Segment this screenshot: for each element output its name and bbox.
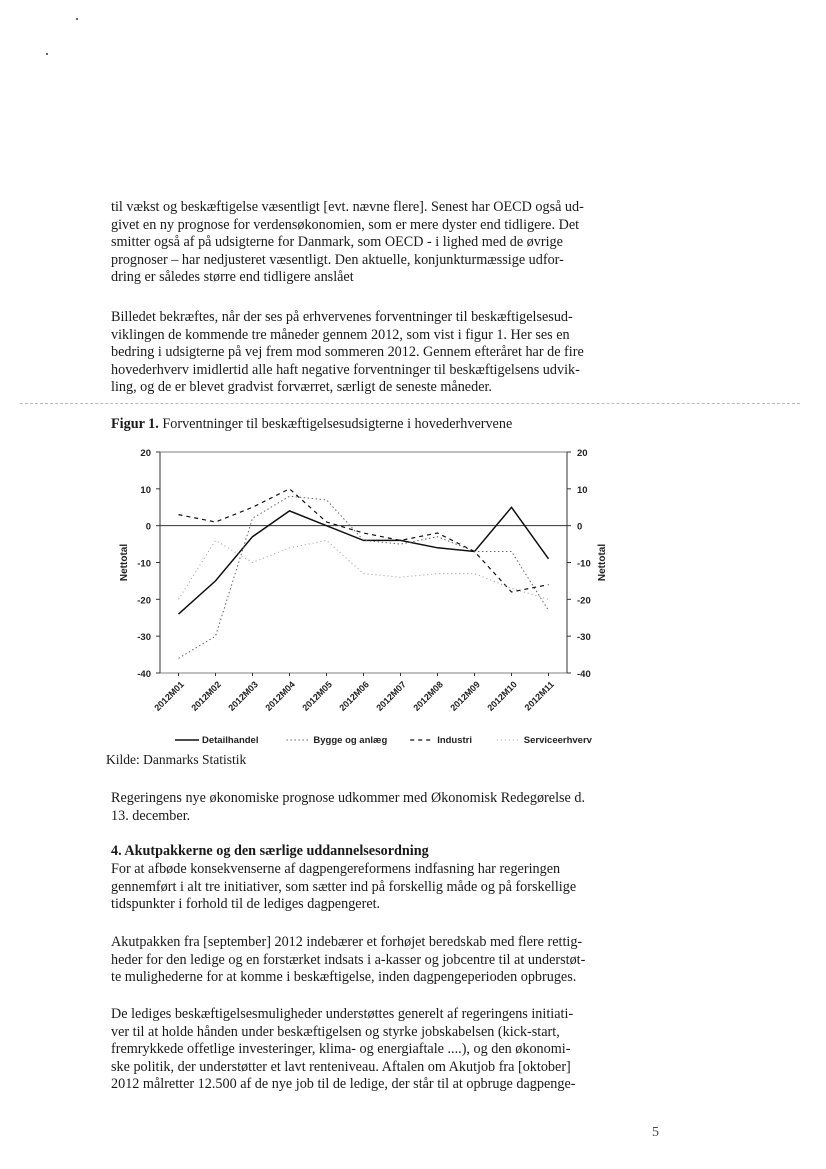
paragraph-3: Regeringens nye økonomiske prognose udkommer med Økonomisk Redegørelse d. 13. december. [111, 790, 586, 824]
figure-label: Figur 1. [111, 416, 159, 432]
y-tick-label-left: -40 [137, 669, 151, 680]
scan-speck [76, 18, 78, 20]
legend-label: Industri [437, 735, 473, 746]
x-tick-label: 2012M10 [485, 679, 519, 713]
figure-source: Kilde: Danmarks Statistik [106, 752, 247, 767]
paragraph-4: For at afbøde konsekvenserne af dagpengereformens indfasning har regeringen gennemført i alt tre initiativer, som sætter ind på forskellig måde og på forskellige tidspunkter i forhold til de lediges dagpengeret. [111, 861, 577, 913]
y-tick-label-left: -20 [137, 595, 151, 607]
series-line-bygge-og-anlæg [179, 496, 549, 658]
y-tick-label-right: -10 [577, 558, 591, 570]
y-tick-label-left: -30 [137, 632, 151, 644]
y-tick-label-left: -10 [137, 558, 151, 570]
x-tick-label: 2012M06 [337, 679, 371, 713]
legend-label: Serviceerhverv [523, 735, 592, 746]
x-tick-label: 2012M04 [263, 679, 297, 713]
x-tick-label: 2012M01 [152, 679, 186, 713]
y-axis-label-right: Nettotal [597, 543, 608, 582]
x-tick-label: 2012M08 [411, 679, 445, 713]
series-line-detailhandel [179, 507, 549, 614]
x-tick-label: 2012M05 [300, 679, 334, 713]
x-tick-label: 2012M09 [448, 679, 482, 713]
section-heading: 4. Akutpakkerne og den særlige uddannelsesordning [111, 843, 429, 859]
scan-speck [46, 53, 48, 55]
y-tick-label-left: 20 [140, 448, 151, 459]
x-tick-label: 2012M02 [189, 679, 223, 713]
y-tick-label-left: 0 [145, 521, 151, 533]
y-tick-label-right: 0 [577, 521, 583, 533]
x-tick-label: 2012M07 [374, 679, 408, 713]
legend-label: Detailhandel [202, 735, 259, 746]
legend-label: Bygge og anlæg [313, 735, 388, 746]
paragraph-1: til vækst og beskæftigelse væsentligt [evt. nævne flere]. Senest har OECD også ud- givet en ny prognose for verdensøkonomien, som er mere dyster end tidligere. Det smitter også af på udsigterne for Danmark, som OECD - i lighed med de øvrige prognoser – har nedjusteret væsentligt. Den aktuelle, konjunkturmæssige udfor- dring er således større end tidligere anslået [111, 199, 584, 286]
scan-dashed-rule [20, 403, 800, 404]
y-tick-label-right: -40 [577, 669, 591, 680]
line-chart [105, 436, 608, 756]
paragraph-6: De lediges beskæftigelsesmuligheder understøttes generelt af regeringens initiati- ver til at holde hånden under beskæftigelsen og styrke jobskabelsen (kick-start, fremrykkede offetlige investeringer, klima- og energiaftale ....), og den økonomi- ske politik, der understøtter et lavt renteniveau. Aftalen om Akutjob fra [oktober] 2012 målretter 12.500 af de nye job til de ledige, der står til at opbruge dagpenge- [111, 1006, 576, 1093]
page-number: 5 [652, 1125, 659, 1140]
figure-caption-text: Forventninger til beskæftigelsesudsigterne i hovederhvervene [162, 416, 513, 432]
series-line-serviceerhverv [179, 540, 549, 599]
y-tick-label-right: 20 [577, 448, 588, 459]
y-axis-label-left: Nettotal [119, 543, 130, 582]
x-tick-label: 2012M03 [226, 679, 260, 713]
y-tick-label-right: -20 [577, 595, 591, 607]
paragraph-5: Akutpakken fra [september] 2012 indebærer et forhøjet beredskab med flere rettig- heder for den ledige og en forstærket indsats i a-kasser og jobcentre til at understøt- te mulighederne for at komme i beskæftigelse, inden dagpengeperioden opbruges. [111, 934, 586, 986]
x-tick-label: 2012M11 [522, 679, 556, 713]
y-tick-label-right: -30 [577, 632, 591, 644]
figure-caption [111, 416, 512, 433]
paragraph-2: Billedet bekræftes, når der ses på erhvervenes forventninger til beskæftigelsesud- viklingen de kommende tre måneder gennem 2012, som vist i figur 1. Her ses en bedring i udsigterne på vej frem mod sommeren 2012. Gennem efteråret har de fire hovederhverv imidlertid alle haft negative forventninger til beskæftigelsens udvik- ling, og de er blevet gradvist forværret, særligt de seneste måneder. [111, 309, 584, 396]
y-tick-label-left: 10 [140, 484, 151, 496]
y-tick-label-right: 10 [577, 484, 588, 496]
